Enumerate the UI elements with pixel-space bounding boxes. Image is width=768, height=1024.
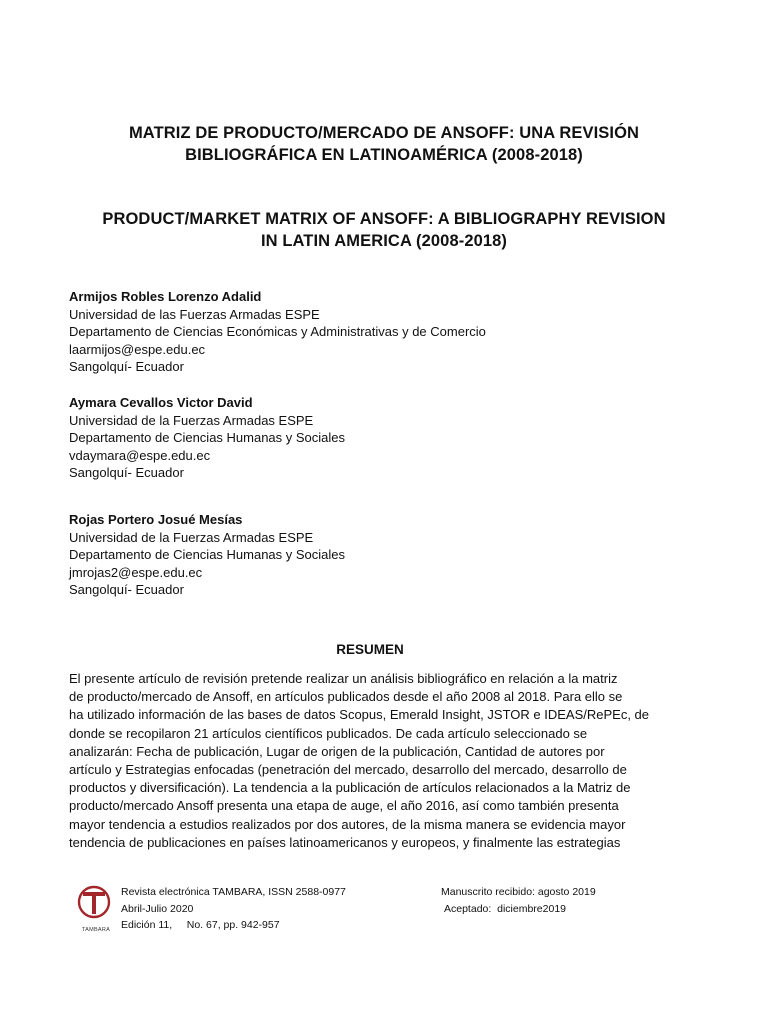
abstract-line: mayor tendencia a estudios realizados por dos autores, de la misma manera se evidencia mayor — [69, 816, 626, 832]
journal-line: Revista electrónica TAMBARA, ISSN 2588-0977 — [121, 886, 346, 898]
author-location: Sangolquí- Ecuador — [69, 465, 184, 481]
abstract-line: tendencia de publicaciones en países latinoamericanos y europeos, y finalmente las estrategias — [69, 834, 621, 850]
abstract-line: donde se recopilaron 21 artículos científicos publicados. De cada artículo seleccionado se — [69, 725, 588, 741]
logo-label: TAMBARA — [81, 927, 111, 933]
author-location: Sangolquí- Ecuador — [69, 582, 184, 598]
author-location: Sangolquí- Ecuador — [69, 359, 184, 375]
author-email: vdaymara@espe.edu.ec — [69, 447, 211, 463]
title-spanish-line-2: BIBLIOGRÁFICA EN LATINOAMÉRICA (2008-2018) — [185, 146, 583, 164]
author-name: Armijos Robles Lorenzo Adalid — [69, 289, 262, 304]
author-block — [69, 394, 709, 482]
title-english-line-1: PRODUCT/MARKET MATRIX OF ANSOFF: A BIBLIOGRAPHY REVISION — [102, 210, 666, 228]
author-name: Rojas Portero Josué Mesías — [69, 512, 243, 527]
author-university: Universidad de la Fuerzas Armadas ESPE — [69, 529, 314, 545]
abstract-line: producto/mercado Ansoff presenta una etapa de auge, el año 2016, así como también presenta — [69, 798, 619, 814]
abstract-line: ha utilizado información de las bases de datos Scopus, Emerald Insight, JSTOR e IDEAS/RePEc, de — [69, 707, 650, 723]
author-email: laarmijos@espe.edu.ec — [69, 341, 206, 357]
accepted-date: Aceptado: diciembre2019 — [444, 902, 566, 915]
abstract-line: analizarán: Fecha de publicación, Lugar de origen de la publicación, Cantidad de autores por — [69, 743, 605, 759]
author-name: Aymara Cevallos Victor David — [69, 395, 253, 410]
author-email: jmrojas2@espe.edu.ec — [69, 564, 203, 580]
abstract-body — [69, 670, 709, 852]
abstract-line: de producto/mercado de Ansoff, en artículos publicados desde el año 2008 al 2018. Para ello se — [69, 689, 623, 705]
title-spanish — [60, 122, 708, 166]
author-block — [69, 511, 709, 599]
title-spanish-line-1: MATRIZ DE PRODUCTO/MERCADO DE ANSOFF: UNA REVISIÓN — [128, 124, 640, 142]
title-english-line-2: IN LATIN AMERICA (2008-2018) — [260, 232, 508, 250]
abstract-line: artículo y Estrategias enfocadas (penetración del mercado, desarrollo del mercado, desarrollo de — [69, 762, 627, 778]
page-footer — [0, 884, 768, 944]
abstract-line: productos y diversificación). La tendencia a la publicación de artículos relacionados a la Matriz de — [69, 780, 631, 796]
author-department: Departamento de Ciencias Humanas y Sociales — [69, 430, 346, 446]
author-department: Departamento de Ciencias Humanas y Sociales — [69, 547, 346, 563]
title-english — [60, 208, 708, 252]
journal-info — [121, 884, 346, 934]
author-university: Universidad de la Fuerzas Armadas ESPE — [69, 412, 314, 428]
journal-edition: Edición 11, No. 67, pp. 942-957 — [121, 919, 280, 931]
author-department: Departamento de Ciencias Económicas y Administrativas y de Comercio — [69, 324, 486, 340]
manuscript-dates — [441, 884, 596, 917]
author-block — [69, 288, 709, 376]
author-university: Universidad de las Fuerzas Armadas ESPE — [69, 306, 320, 322]
abstract-line: El presente artículo de revisión pretende realizar un análisis bibliográfico en relación a la matriz — [69, 671, 618, 686]
received-date: Manuscrito recibido: agosto 2019 — [441, 886, 596, 898]
journal-period: Abril-Julio 2020 — [121, 902, 194, 915]
abstract-heading: RESUMEN — [336, 642, 404, 657]
